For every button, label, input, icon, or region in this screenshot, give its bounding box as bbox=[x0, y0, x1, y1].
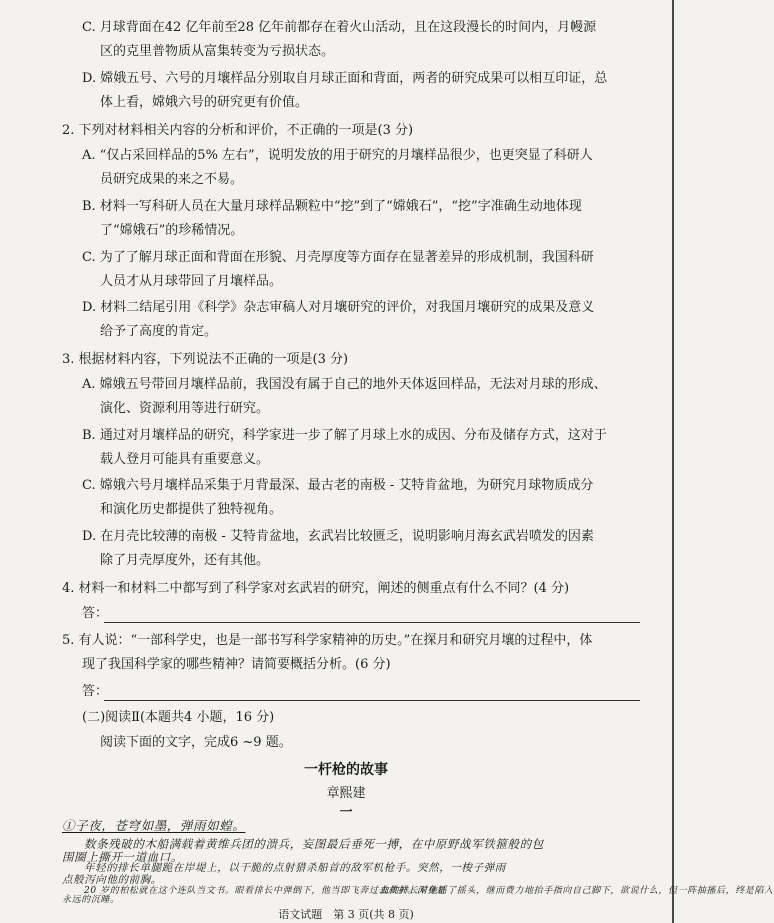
q2-option-c-line1: C. 为了了解月球正面和背面在形貌、月壳厚度等方面存在显著差异的形成机制，我国科研 bbox=[82, 250, 594, 265]
q3-option-c-line1: C. 嫦娥六号月壤样品采集于月背最深、最古老的南极 - 艾特肯盆地，为研究月球物质成分 bbox=[82, 478, 594, 493]
q1-option-d-line2: 体上看，嫦娥六号的研究更有价值。 bbox=[100, 95, 309, 110]
q5-answer-label: 答： bbox=[82, 684, 109, 699]
story-part-number: 一 bbox=[339, 805, 353, 820]
q2-option-b-line2: 了“嫦娥石”的珍稀情况。 bbox=[100, 223, 244, 238]
story-paragraph-4-line1: 20 岁的柏松就在这个连队当文书。眼看排长中弹倒下，他当即飞奔过去救护。浑身是 bbox=[84, 886, 446, 896]
section-heading: (二)阅读Ⅱ(本题共4 小题，16 分) bbox=[82, 710, 275, 725]
story-author: 章熙建 bbox=[326, 786, 366, 801]
story-paragraph-4-line2: 血的排长对他摇了摇头，继而费力地抬手指向自己脚下，欲说什么，但一阵抽搐后，终是陷入 bbox=[380, 886, 774, 896]
q2-option-a-line1: A. “仅占采回样品的5% 左右”，说明发放的用于研究的月壤样品很少，也更突显了科研人 bbox=[82, 148, 593, 163]
q3-option-c-line2: 和演化历史都提供了独特视角。 bbox=[100, 502, 283, 517]
q3-option-b-line1: B. 通过对月壤样品的研究，科学家进一步了解了月球上水的成因、分布及储存方式，这对于 bbox=[82, 428, 607, 443]
q4-answer-line[interactable] bbox=[104, 622, 640, 623]
q5-stem-line2: 现了我国科学家的哪些精神？请简要概括分析。(6 分) bbox=[82, 657, 391, 672]
q5-answer-line[interactable] bbox=[104, 700, 640, 701]
q1-option-c-line1: C. 月球背面在42 亿年前至28 亿年前都存在着火山活动，且在这段漫长的时间内，月幔源 bbox=[82, 20, 597, 35]
q3-option-b-line2: 载人登月可能具有重要意义。 bbox=[100, 452, 270, 467]
q3-option-d-line1: D. 在月壳比较薄的南极 - 艾特肯盆地，玄武岩比较匮乏，说明影响月海玄武岩喷发的因素 bbox=[82, 529, 594, 544]
story-paragraph-2-line2: 围圈上撕开一道血口。 bbox=[62, 850, 183, 864]
page-margin-rule bbox=[672, 0, 674, 923]
q4-stem: 4. 材料一和材料二中都写到了科学家对玄武岩的研究，阐述的侧重点有什么不同？(4 分) bbox=[62, 581, 570, 596]
q2-option-b-line1: B. 材料一写科研人员在大量月球样品颗粒中“挖”到了“嫦娥石”，“挖”字准确生动地体现 bbox=[82, 199, 582, 214]
page-footer: 语文试题 第 3 页(共 8 页) bbox=[278, 908, 414, 921]
story-paragraph-2-line1: 数条残破的木船满载着黄维兵团的溃兵，妄图最后垂死一搏，在中原野战军铁箍般的包 bbox=[84, 837, 544, 851]
q4-answer-label: 答： bbox=[82, 606, 109, 621]
q2-option-d-line1: D. 材料二结尾引用《科学》杂志审稿人对月壤研究的评价，对我国月壤研究的成果及意义 bbox=[82, 300, 595, 315]
q5-stem-line1: 5. 有人说：“一部科学史，也是一部书写科学家精神的历史。”在探月和研究月壤的过程中，体 bbox=[62, 633, 593, 648]
section-instruction: 阅读下面的文字，完成6 ~9 题。 bbox=[100, 735, 292, 750]
q2-option-a-line2: 员研究成果的来之不易。 bbox=[100, 172, 244, 187]
story-paragraph-3-line1: 年轻的排长单腿跪在岸堤上，以干脆的点射猎杀船首的敌军机枪手。突然，一梭子弹雨 bbox=[84, 862, 506, 874]
story-paragraph-4-line3: 永远的沉睡。 bbox=[62, 895, 120, 905]
q1-option-d-line1: D. 嫦娥五号、六号的月壤样品分别取自月球正面和背面，两者的研究成果可以相互印证，总 bbox=[82, 71, 608, 86]
q2-stem: 2. 下列对材料相关内容的分析和评价，不正确的一项是(3 分) bbox=[62, 123, 414, 138]
q2-option-c-line2: 人员才从月球带回了月壤样品。 bbox=[100, 274, 283, 289]
q3-stem: 3. 根据材料内容，下列说法不正确的一项是(3 分) bbox=[62, 352, 349, 367]
story-paragraph-1: ①子夜，苍穹如墨，弹雨如蝗。 bbox=[62, 818, 246, 833]
q2-option-d-line2: 给予了高度的肯定。 bbox=[100, 324, 218, 339]
story-title: 一杆枪的故事 bbox=[304, 762, 388, 778]
q3-option-d-line2: 除了月壳厚度外，还有其他。 bbox=[100, 553, 270, 568]
q1-option-c-line2: 区的克里普物质从富集转变为亏损状态。 bbox=[100, 44, 335, 59]
q3-option-a-line1: A. 嫦娥五号带回月壤样品前，我国没有属于自己的地外天体返回样品，无法对月球的形成、 bbox=[82, 377, 607, 392]
q3-option-a-line2: 演化、资源利用等进行研究。 bbox=[100, 401, 270, 416]
story-paragraph-3-line2: 点般泻向他的前胸。 bbox=[62, 874, 162, 886]
